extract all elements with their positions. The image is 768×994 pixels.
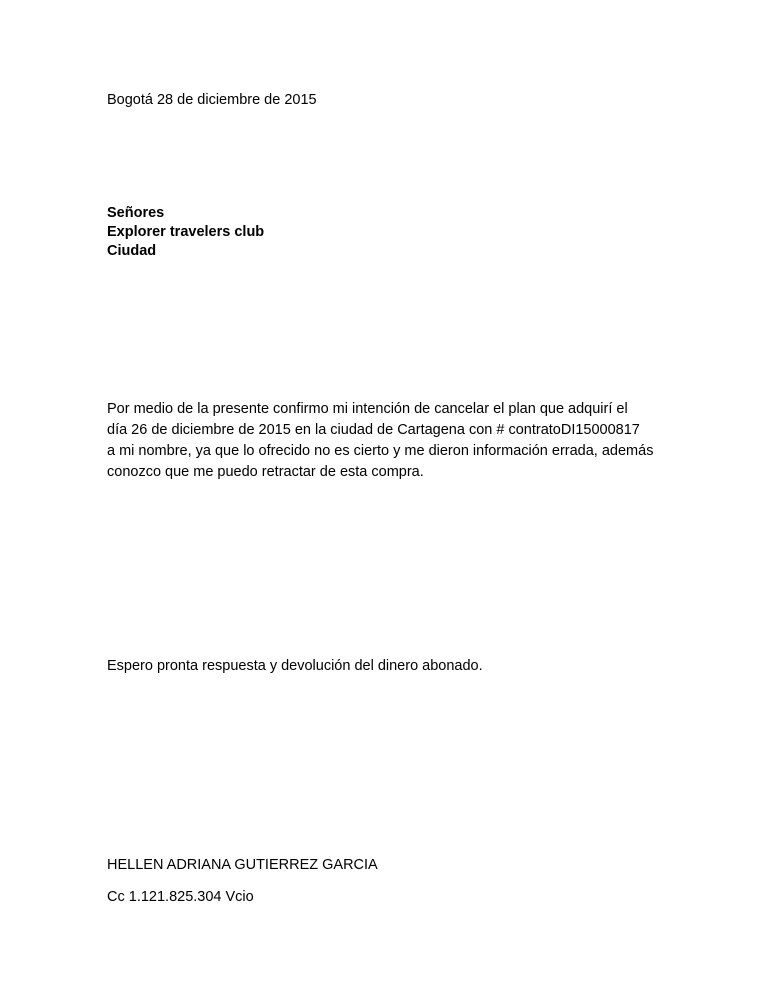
body-line: conozco que me puedo retractar de esta compra. <box>107 464 424 480</box>
recipient-city: Ciudad <box>107 243 157 259</box>
recipient-salutation: Señores <box>107 205 165 221</box>
date-line: Bogotá 28 de diciembre de 2015 <box>107 92 317 108</box>
body-line: Por medio de la presente confirmo mi intención de cancelar el plan que adquirí el <box>107 401 628 417</box>
body-line: día 26 de diciembre de 2015 en la ciudad de Cartagena con # contratoDI15000817 <box>107 422 640 438</box>
signature-id: Cc 1.121.825.304 Vcio <box>107 889 254 905</box>
closing-line: Espero pronta respuesta y devolución del dinero abonado. <box>107 658 483 674</box>
signature-name: HELLEN ADRIANA GUTIERREZ GARCIA <box>107 857 378 873</box>
body-paragraph <box>107 399 665 483</box>
body-line: a mi nombre, ya que lo ofrecido no es cierto y me dieron información errada, además <box>107 443 654 459</box>
recipient-company: Explorer travelers club <box>107 224 265 240</box>
